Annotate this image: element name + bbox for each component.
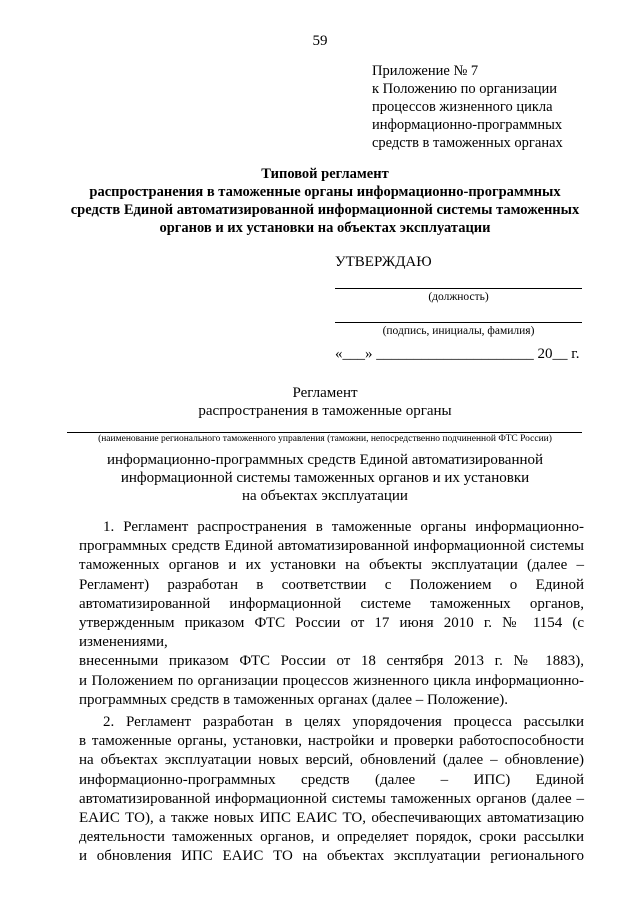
page-number: 59 — [312, 33, 328, 49]
text-line: программных средств в таможенных органах (далее – Положение). — [79, 691, 509, 708]
text-line: информационно-программных средств (далее – ИПС) Единой — [79, 771, 584, 788]
text-line: автоматизированной информационной системы таможенных органов (далее – — [79, 790, 584, 807]
appendix-note — [372, 62, 563, 152]
text-line: ЕАИС ТО), а также новых ИПС ЕАИС ТО, обеспечивающих автоматизацию — [79, 810, 584, 827]
paragraph-1 — [79, 518, 584, 710]
text-line: и Положением по организации процессов жизненного цикла информационно- — [79, 672, 584, 689]
position-caption: (должность) — [428, 291, 489, 303]
title-line: органов и их установки на объектах эксплуатации — [159, 220, 491, 236]
text-line: и обновления ИПС ЕАИС ТО на объектах эксплуатации регионального — [79, 848, 584, 865]
text-line: 1. Регламент распространения в таможенные органы информационно- — [103, 519, 584, 535]
text-line: Регламент) разработан в соответствии с Положением о Единой — [79, 576, 584, 593]
regulation-subheading — [60, 451, 590, 505]
text-line: утвержденным приказом ФТС России от 17 июня 2010 г. № 1154 (с изменениями, — [79, 615, 584, 651]
appendix-line: информационно-программных — [372, 117, 563, 133]
appendix-line: процессов жизненного цикла — [372, 99, 553, 115]
date-line: «___» _____________________ 20__ г. — [335, 346, 580, 362]
subheading-line: информационно-программных средств Единой автоматизированной — [106, 452, 544, 468]
signature-caption: (подпись, инициалы, фамилия) — [382, 325, 535, 337]
appendix-line: средств в таможенных органах — [372, 135, 563, 151]
subheading-line: на объектах эксплуатации — [242, 488, 408, 504]
appendix-line: Приложение № 7 — [372, 63, 479, 79]
regulation-heading-line: Регламент — [292, 385, 358, 401]
regulation-heading — [60, 384, 590, 420]
text-line: таможенных органов и их установки на объекты эксплуатации (далее – — [79, 557, 584, 574]
text-line: автоматизированной информационной системе таможенных органов, — [79, 595, 584, 612]
document-title — [60, 165, 590, 237]
signature-line — [335, 322, 582, 323]
position-line — [335, 288, 582, 289]
name-caption: (наименование регионального таможенного управления (таможни, непосредственно подчиненной ФТС России) — [98, 434, 552, 444]
text-line: внесенными приказом ФТС России от 18 сентября 2013 г. № 1883), — [79, 653, 584, 670]
subheading-line: информационной системы таможенных органов и их установки — [120, 470, 530, 486]
title-line: средств Единой автоматизированной информационной системы таможенных — [70, 202, 580, 218]
approval-heading: УТВЕРЖДАЮ — [335, 254, 432, 270]
body-text — [79, 518, 584, 867]
text-line: программных средств Единой автоматизированной информационной системы — [79, 538, 584, 555]
text-line: в таможенные органы, установки, настройки и проверки работоспособности — [79, 733, 584, 750]
text-line: на объектах эксплуатации новых версий, обновлений (далее – обновление) — [79, 752, 584, 769]
regulation-heading-line: распространения в таможенные органы — [198, 403, 452, 419]
text-line: деятельности таможенных органов, и определяет порядок, сроки рассылки — [79, 829, 584, 846]
appendix-line: к Положению по организации — [372, 81, 558, 97]
text-line: 2. Регламент разработан в целях упорядочения процесса рассылки — [103, 714, 584, 731]
title-line: Типовой регламент — [261, 166, 389, 182]
name-line — [67, 432, 582, 433]
paragraph-2 — [79, 713, 584, 867]
title-line: распространения в таможенные органы информационно-программных — [89, 184, 561, 200]
